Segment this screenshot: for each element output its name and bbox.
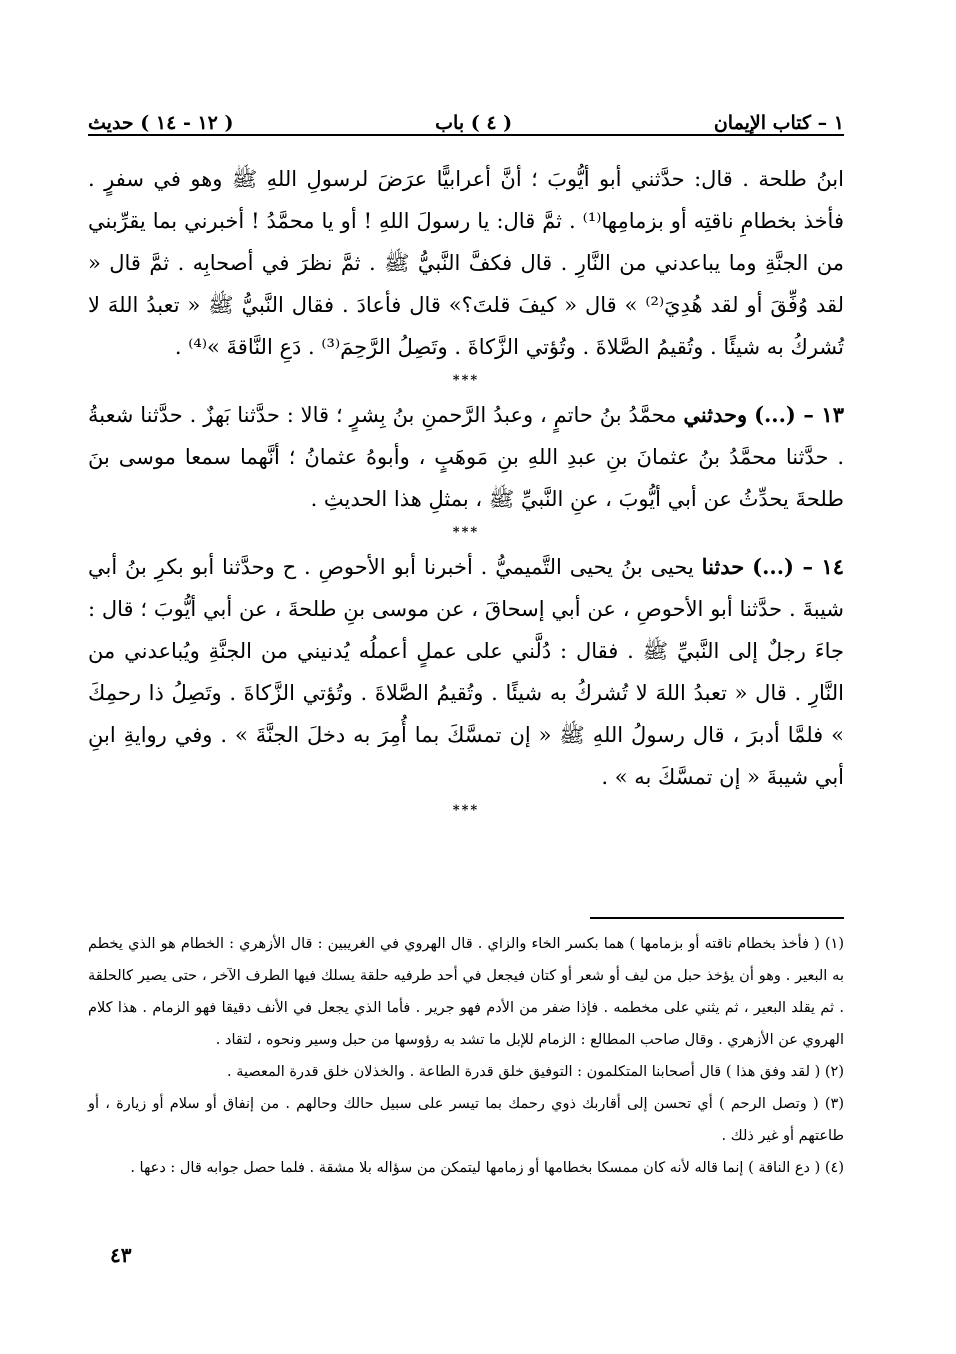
header-rule xyxy=(88,134,844,136)
section-separator: *** xyxy=(452,803,480,818)
footnote-rule xyxy=(590,917,844,919)
hadith-text: يحيى بنُ يحيى التَّميميُّ . أخبرنا أبو الأحوصِ . ح وحدَّثنا أبو بكرِ بنُ أبي شيبةَ . حدَّثنا أبو الأحوصِ ، عن أبي إسحاقَ ، عن موسى بنِ طلحةَ ، عن أبي أيُّوبَ ؛ قال : جاءَ رجلٌ إلى النَّبيِّ ﷺ . فقال : دُلَّني على عملٍ أعملُه يُدنيني من الجنَّةِ ويُباعدني من النَّارِ . قال « تعبدُ اللهَ لا تُشركُ به شيئًا . وتُقيمُ الصَّلاةَ . وتُؤتي الزَّكاةَ . وتَصِلُ ذا رحمِكَ » فلمَّا أدبرَ ، قال رسولُ اللهِ ﷺ « إن تمسَّكَ بما أُمِرَ به دخلَ الجنَّةَ » . وفي روايةِ ابنِ أبي شيبةَ « إن تمسَّكَ به » . xyxy=(88,555,844,789)
footnote-3: (٣) ( وتصل الرحم ) أي تحسن إلى أقاربك ذوي رحمك بما تيسر على سبيل حالك وحالهم . من إنفاق أو سلام أو زيارة ، أو طاعتهم أو غير ذلك . xyxy=(88,1096,844,1144)
header-hadith-range: ( ١٢ - ١٤ ) حديث xyxy=(88,112,234,134)
narration-opener: وحدثني xyxy=(683,402,748,427)
hadith-13 xyxy=(88,394,844,520)
page-number: ٤٣ xyxy=(110,1243,132,1267)
section-separator: *** xyxy=(452,373,480,388)
header-book-title: ١ – كتاب الإيمان xyxy=(713,112,844,134)
main-text xyxy=(88,158,844,824)
hadith-14 xyxy=(88,546,844,798)
footnote-1: (١) ( فأخذ بخطام ناقته أو بزمامها ) هما بكسر الخاء والزاي . قال الهروي في الغريبين : قال الأزهري : الخطام هو الذي يخطم به البعير . وهو أن يؤخذ حبل من ليف أو شعر أو كتان فيجعل في أحد طرفيه حلقة يسلك فيها الطرف الآخر ، حتى يصير كالحلقة . ثم يقلد البعير ، ثم يثني على مخطمه . فإذا ضفر من الأدم فهو جرير . فأما الذي يجعل في الأنف دقيقا فهو الزمام . هذا كلام الهروي عن الأزهري . وقال صاحب المطالع : الزمام للإبل ما تشد به رؤوسها من حبل وسير ونحوه ، لتقاد . xyxy=(88,936,844,1048)
hadith-12-continuation: ابنُ طلحة . قال: حدَّثني أبو أيُّوبَ ؛ أنَّ أعرابيًّا عرَضَ لرسولِ اللهِ ﷺ وهو في سفرٍ . فأخذ بخطامِ ناقتِه أو بزمامِها⁽¹⁾ . ثمَّ قال: يا رسولَ اللهِ ! أو يا محمَّدُ ! أخبرني بما يقرِّبني من الجنَّةِ وما يباعدني من النَّارِ . قال فكفَّ النَّبيُّ ﷺ . ثمَّ نظرَ في أصحابِه . ثمَّ قال « لقد وُفِّقَ أو لقد هُدِيَ⁽²⁾ » قال « كيفَ قلتَ؟» قال فأعادَ . فقال النَّبيُّ ﷺ « تعبدُ اللهَ لا تُشركُ به شيئًا . وتُقيمُ الصَّلاةَ . وتُؤتي الزَّكاةَ . وتَصِلُ الرَّحِمَ⁽³⁾ . دَعِ النَّاقةَ »⁽⁴⁾ . xyxy=(88,167,844,359)
hadith-number: ١٣ – (...) xyxy=(754,402,844,427)
header-chapter: ( ٤ ) باب xyxy=(435,112,513,134)
footnotes xyxy=(88,928,844,1184)
footnote-4: (٤) ( دع الناقة ) إنما قاله لأنه كان ممسكا بخطامها أو زمامها ليتمكن من سؤاله بلا مشقة . فلما حصل جوابه قال : دعها . xyxy=(130,1160,844,1176)
hadith-text: محمَّدُ بنُ حاتمٍ ، وعبدُ الرَّحمنِ بنُ بِشرٍ ؛ قالا : حدَّثنا بَهزٌ . حدَّثنا شعبةُ . حدَّثنا محمَّدُ بنُ عثمانَ بنِ عبدِ اللهِ بنِ مَوهَبٍ ، وأبوهُ عثمانُ ؛ أنَّهما سمعا موسى بنَ طلحةَ يحدِّثُ عن أبي أيُّوبَ ، عنِ النَّبيِّ ﷺ ، بمثلِ هذا الحديثِ . xyxy=(88,403,844,511)
hadith-number: ١٤ – (...) xyxy=(752,554,845,579)
narration-opener: حدثنا xyxy=(701,554,745,579)
running-header xyxy=(88,98,844,134)
section-separator: *** xyxy=(452,525,480,540)
footnote-2: (٢) ( لقد وفق هذا ) قال أصحابنا المتكلمون : التوفيق خلق قدرة الطاعة . والخذلان خلق قدرة المعصية . xyxy=(227,1064,844,1080)
